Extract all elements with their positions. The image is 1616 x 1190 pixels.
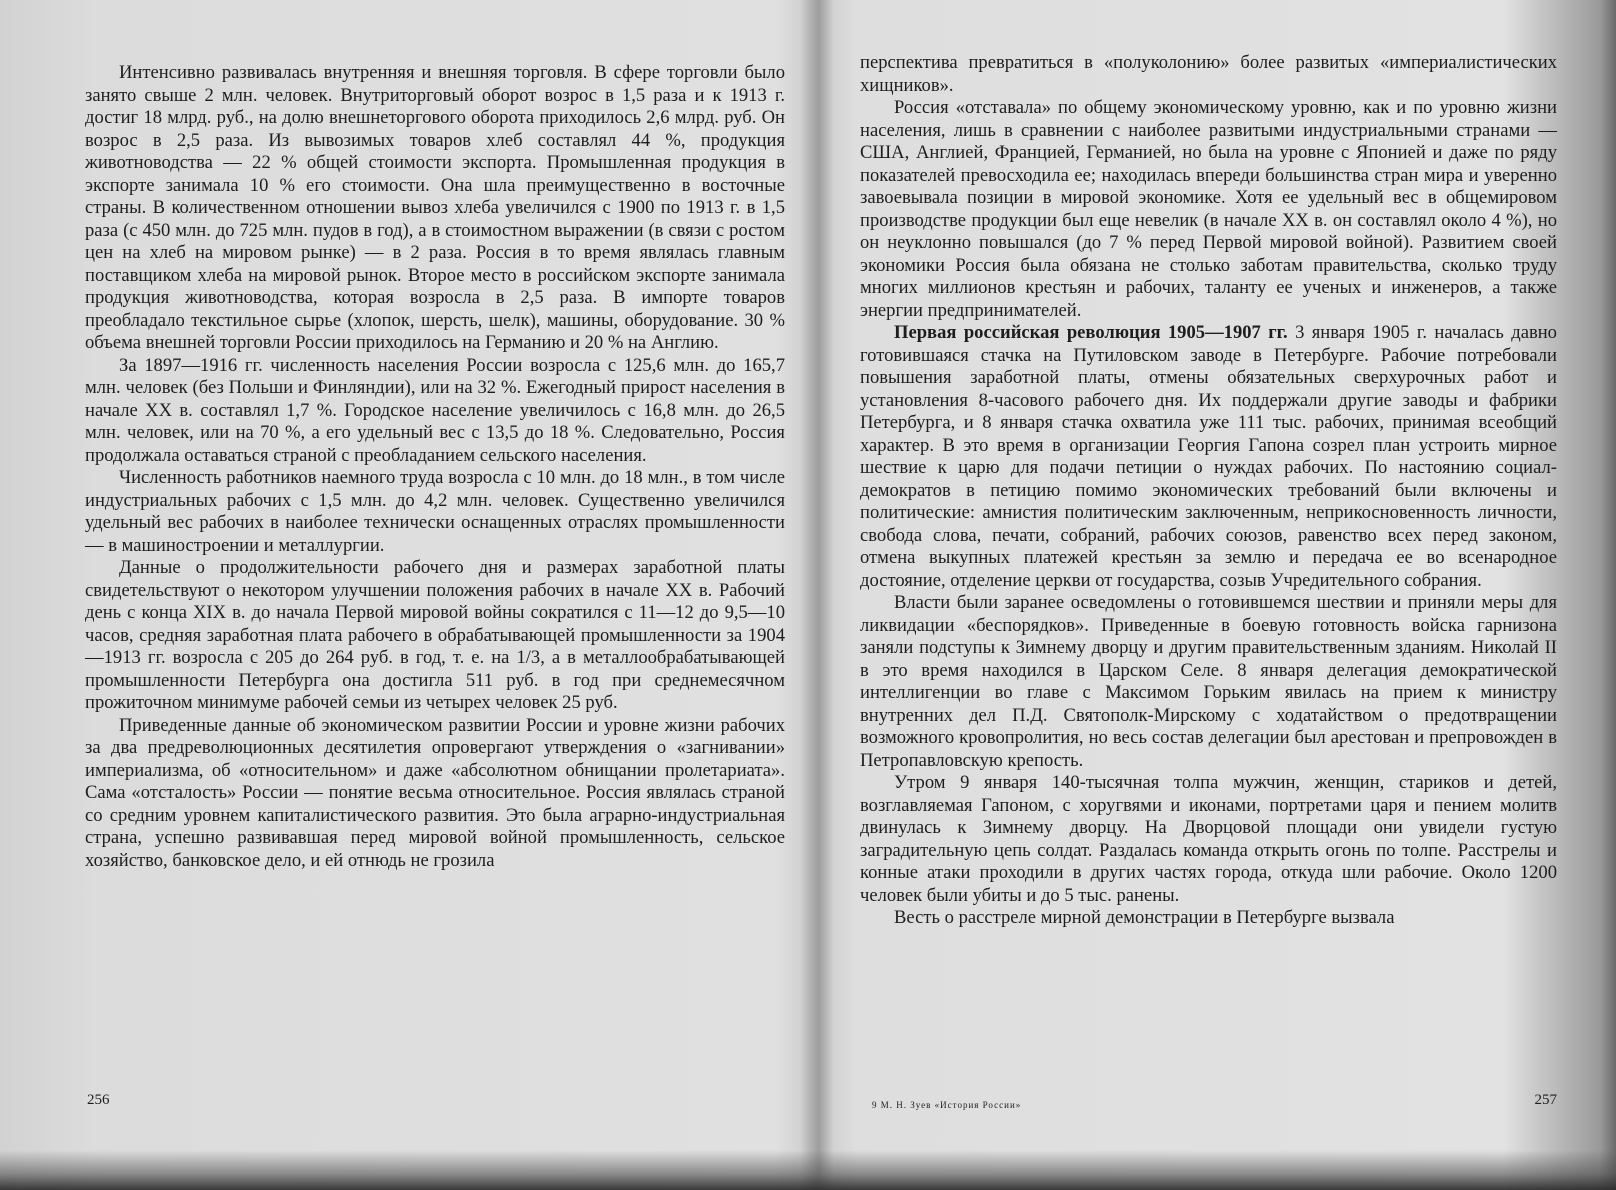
left-page-text [85,62,785,872]
paragraph-workers: Численность работников наемного труда возросла с 10 млн. до 18 млн., в том числе индустриальных рабочих с 1,5 млн. до 4,2 млн. человек. Существенно увеличился удельный вес рабочих в наиболее технически оснащенных отраслях промышленности — в машиностроении и металлургии. [85,467,785,556]
paragraph-conclusion: Приведенные данные об экономическом развитии России и уровне жизни рабочих за два предреволюционных десятилетия опровергают утверждения о «загнивании» империализма, об «относительном» и даже «абсолютном обнищании пролетариата». Сама «отсталость» России — понятие весьма относительное. Россия являлась страной со средним уровнем капиталистического развития. Это была аграрно-индустриальная страна, успешно развивавшая перед мировой войной промышленность, сельское хозяйство, банковское дело, и ей отнюдь не грозила [85,714,785,871]
paragraph-revolution-text: 3 января 1905 г. началась давно готовившаяся стачка на Путиловском заводе в Петербурге. Рабочие потребовали повышения заработной платы, отмены обязательных сверхурочных работ и установления 8-часового рабочего дня. Их поддержали другие заводы и фабрики Петербурга, и 8 января стачка охватила уже 111 тыс. рабочих, принимая всеобщий характер. В это время в организации Георгия Гапона созрел план устроить мирное шествие к царю для подачи петиции о нуждах рабочих. По настоянию социал-демократов в петицию помимо экономических требований были включены и политические: амнистия политическим заключенным, неприкосновенность личности, свобода слова, печати, собраний, рабочих союзов, равенство всех перед законом, отмена выкупных платежей крестьян за землю и передача ее во всенародное достояние, отделение церкви от государства, созыв Учредительного собрания. [860,322,1557,591]
right-page [860,0,1557,1190]
paragraph-wages: Данные о продолжительности рабочего дня и размерах заработной платы свидетельствуют о некотором улучшении положения рабочих в начале XX в. Рабочий день с конца XIX в. до начала Первой мировой войны сократился с 11—12 до 9,5—10 часов, средняя заработная плата рабочего в обрабатывающей промышленности за 1904—1913 гг. возросла с 205 до 264 руб. в год, т. е. на 1/3, а в металлообрабатывающей промышленности Петербурга она достигла 511 руб. в год при среднемесячном прожиточном минимуме рабочей семьи из четырех человек 25 руб. [85,557,785,713]
paragraph-population: За 1897—1916 гг. численность населения России возросла с 125,6 млн. до 165,7 млн. человек (без Польши и Финляндии), или на 32 %. Ежегодный прирост населения в начале XX в. составлял 1,7 %. Городское население увеличилось с 16,8 млн. до 26,5 млн. человек, или на 70 %, а его удельный вес с 13,5 до 18 %. Следовательно, Россия продолжала оставаться страной с преобладанием сельского населения. [85,354,785,466]
paragraph-news: Весть о расстреле мирной демонстрации в Петербурге вызвала [894,907,1395,928]
right-page-text [860,52,1557,930]
page-number-right: 257 [1534,1092,1557,1108]
page-number-left: 256 [87,1092,110,1108]
paragraph-revolution-start [860,322,1557,592]
section-heading: Первая российская революция 1905—1907 гг. [894,322,1288,343]
paragraph-backwardness: Россия «отставала» по общему экономическому уровню, как и по уровню жизни населения, лишь в сравнении с наиболее развитыми индустриальными странами — США, Англией, Францией, Германией, но была на уровне с Японией и даже по ряду показателей превосходила ее; находилась впереди большинства стран мира и уверенно завоевывала позиции в мировой экономике. Хотя ее удельный вес в общемировом производстве продукции был еще невелик (в начале XX в. он составлял около 4 %), но он неуклонно повышался (до 7 % перед Первой мировой войной). Развитием своей экономики Россия была обязана не столько заботам правительства, сколько труду многих миллионов крестьян и рабочих, таланту ее ученых и инженеров, а также энергии предпринимателей. [860,97,1557,321]
paragraph-continuation: перспектива превратиться в «полуколонию» более развитых «империалистических хищников». [860,52,1557,96]
paragraph-bloody-sunday: Утром 9 января 140-тысячная толпа мужчин, женщин, стариков и детей, возглавляемая Гапоном, с хоругвями и иконами, портретами царя и пением молитв двинулась к Зимнему дворцу. На Дворцовой площади они увидели густую заградительную цепь солдат. Раздалась команда открыть огонь по толпе. Расстрелы и конные атаки проходили в других частях города, откуда шли рабочие. Около 1200 человек были убиты и до 5 тыс. ранены. [860,772,1557,906]
paragraph-trade: Интенсивно развивалась внутренняя и внешняя торговля. В сфере торговли было занято свыше 2 млн. человек. Внутриторговый оборот возрос в 1,5 раза и к 1913 г. достиг 18 млрд. руб., на долю внешнеторгового оборота приходилось 2,6 млрд. руб. Он возрос в 2,5 раза. Из вывозимых товаров хлеб составлял 44 %, продукция животноводства — 22 % общей стоимости экспорта. Промышленная продукция в экспорте занимала 10 % его стоимости. Она шла преимущественно в восточные страны. В количественном отношении вывоз хлеба увеличился с 1900 по 1913 г. в 1,5 раза (с 450 млн. до 725 млн. пудов в год), а в стоимостном выражении (в связи с ростом цен на хлеб на мировом рынке) — в 2 раза. Россия в то время являлась главным поставщиком хлеба на мировой рынок. Второе место в российском экспорте занимала продукция животноводства, которая возросла в 2,5 раза. В импорте товаров преобладало текстильное сырье (хлопок, шерсть, шелк), машины, оборудование. 30 % объема внешней торговли России приходилось на Германию и 20 % на Англию. [85,62,785,353]
paragraph-authorities: Власти были заранее осведомлены о готовившемся шествии и приняли меры для ликвидации «беспорядков». Приведенные в боевую готовность войска гарнизона заняли подступы к Зимнему дворцу и другим правительственным зданиям. Николай II в это время находился в Царском Селе. 8 января делегация демократической интеллигенции во главе с Максимом Горьким явилась на прием к министру внутренних дел П.Д. Святополк-Мирскому с ходатайством о предотвращении возможного кровопролития, но весь состав делегации был арестован и препровожден в Петропавловскую крепость. [860,592,1557,771]
book-gutter [800,0,834,1190]
left-page [85,0,785,1190]
bottom-shadow [0,1150,1616,1190]
footer-signature: 9 М. Н. Зуев «История России» [872,1100,1022,1110]
